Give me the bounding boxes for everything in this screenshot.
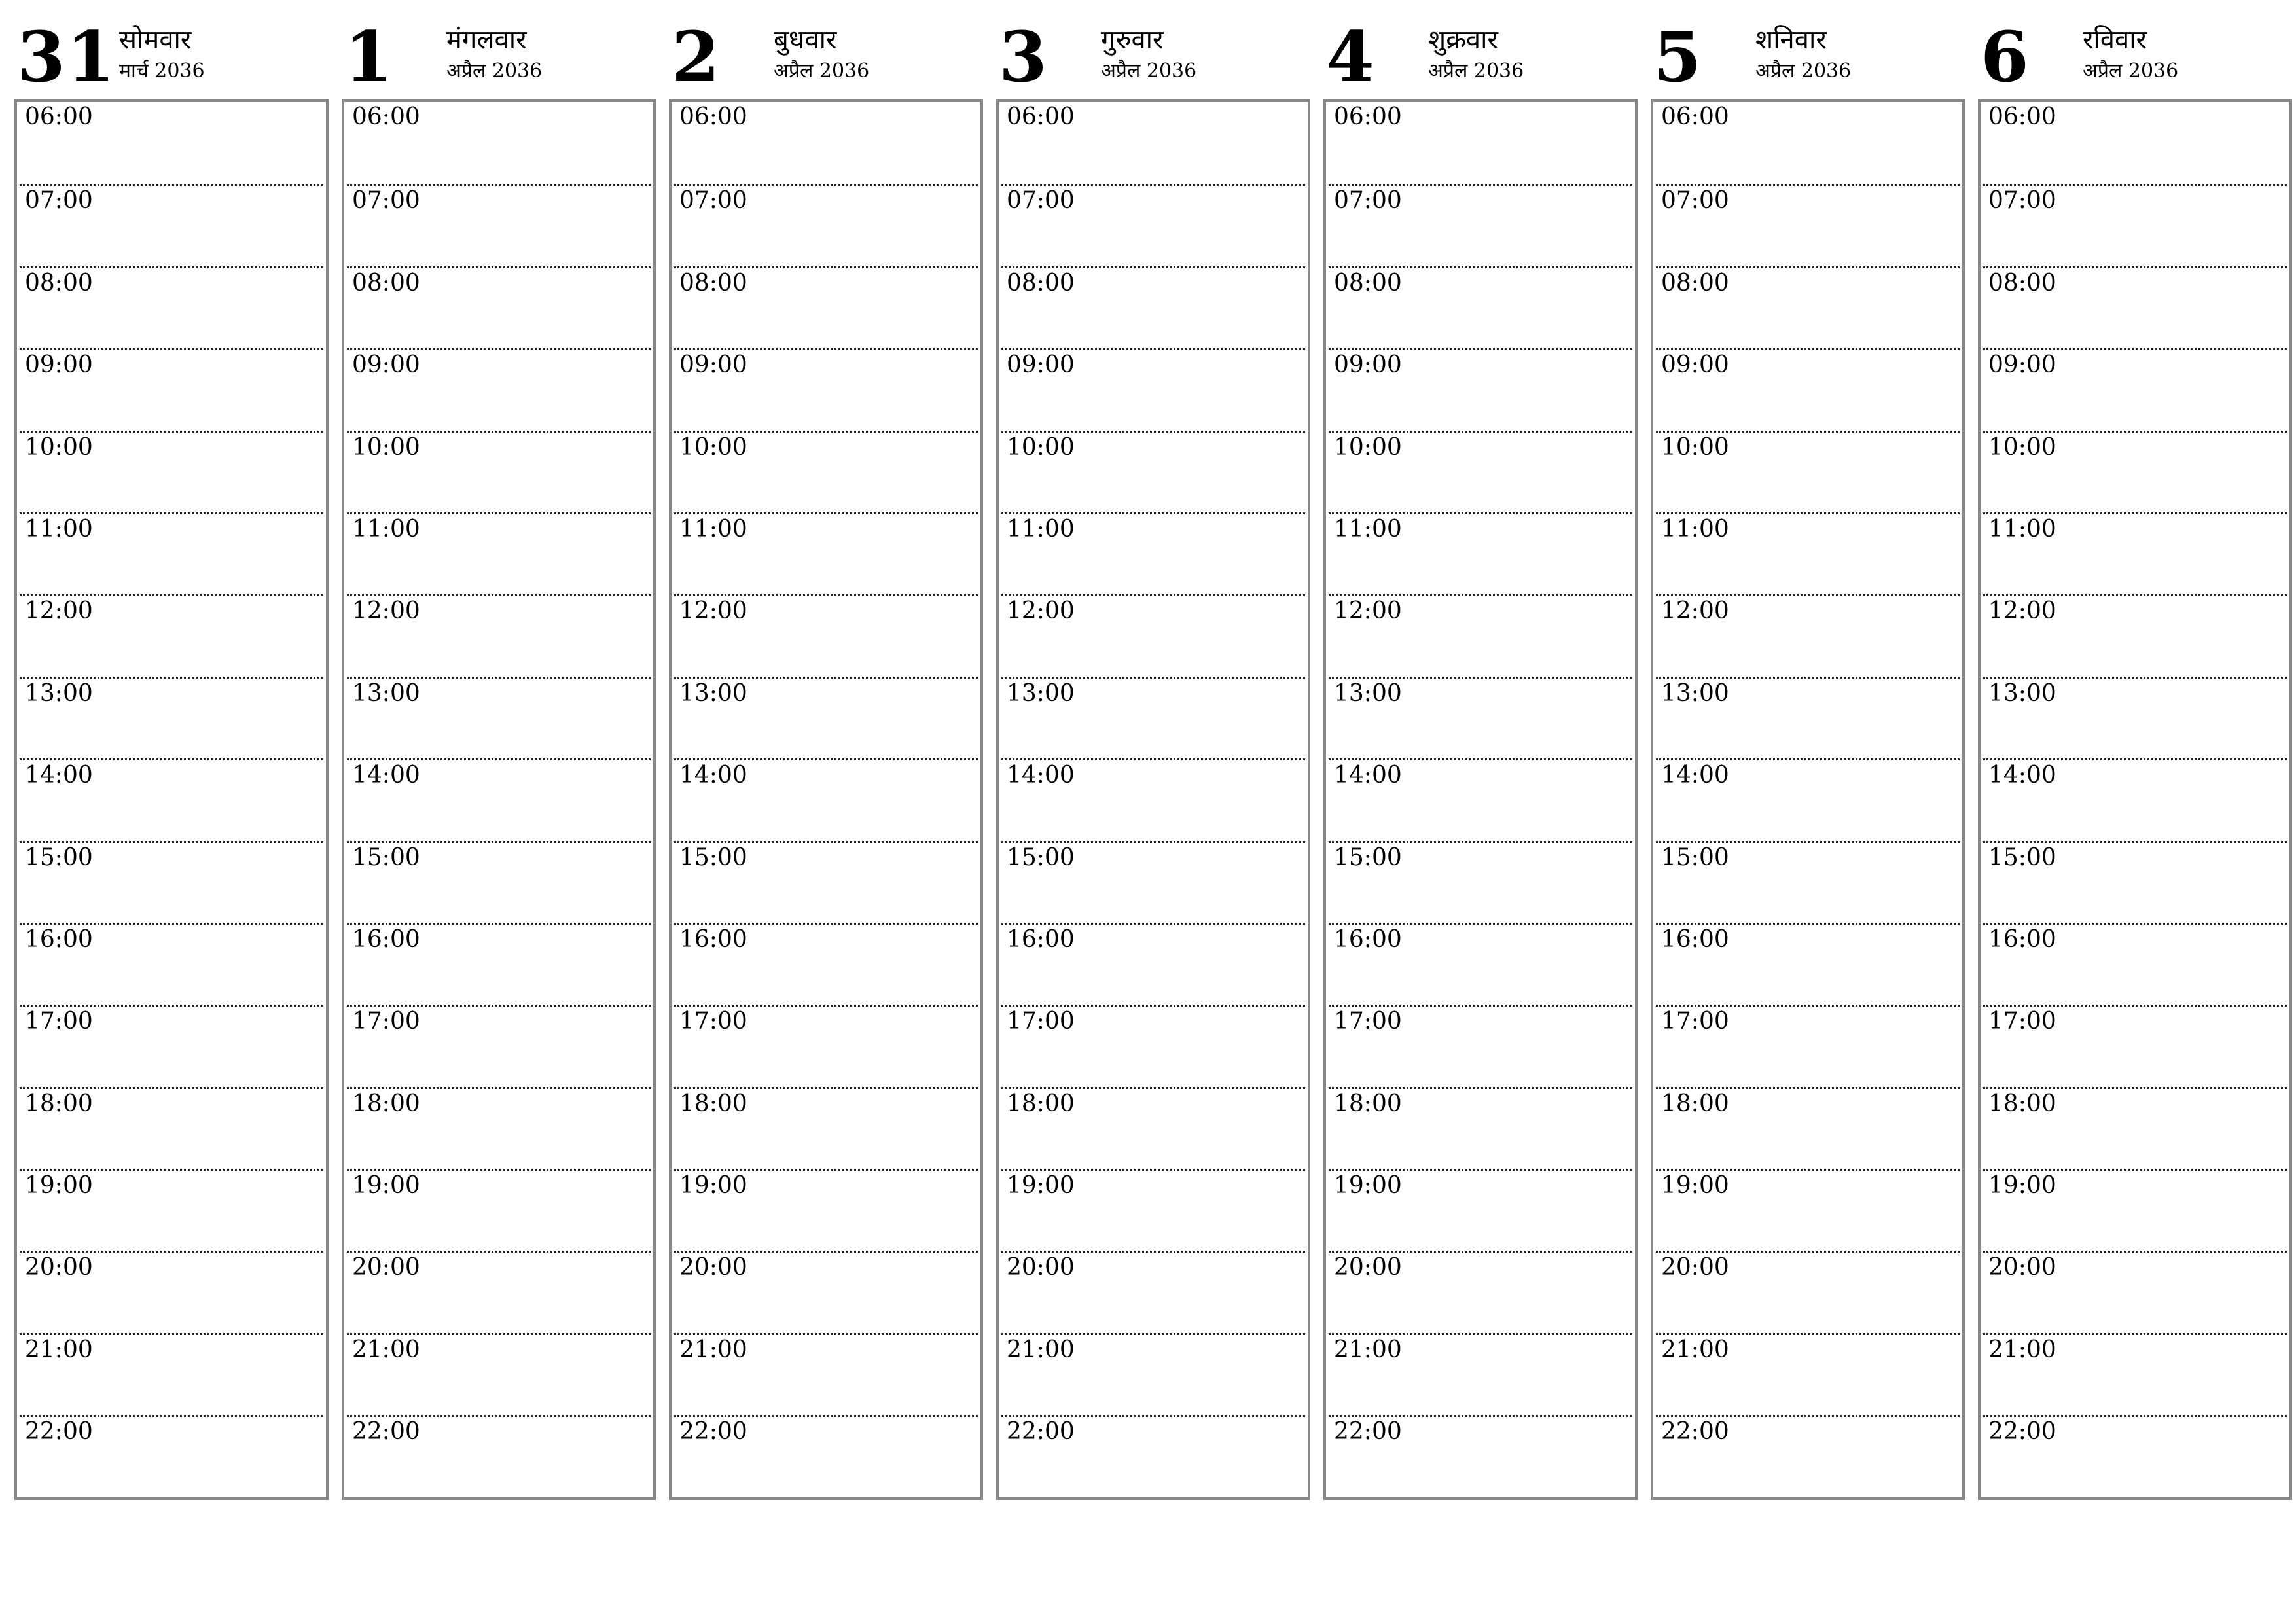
time-label: 13:00 (1334, 679, 1402, 707)
time-label: 13:00 (25, 679, 93, 707)
time-label: 15:00 (1007, 844, 1075, 871)
time-slot[interactable] (1656, 348, 1960, 430)
day-column (996, 14, 1310, 1500)
time-label: 16:00 (1007, 925, 1075, 953)
time-slot[interactable] (1983, 1415, 2287, 1497)
time-label: 12:00 (679, 597, 747, 625)
time-label: 10:00 (1334, 433, 1402, 461)
time-slot[interactable] (347, 1333, 651, 1415)
time-slot[interactable] (1329, 1169, 1632, 1251)
time-label: 18:00 (1334, 1090, 1402, 1117)
time-label: 20:00 (1007, 1254, 1075, 1281)
time-slot[interactable] (1983, 1169, 2287, 1251)
time-label: 06:00 (679, 103, 747, 130)
time-label: 20:00 (1661, 1254, 1729, 1281)
month-year: मार्च 2036 (119, 60, 205, 82)
time-label: 07:00 (1988, 187, 2056, 215)
day-header (342, 14, 656, 99)
time-label: 08:00 (1334, 269, 1402, 296)
time-label: 19:00 (25, 1172, 93, 1200)
time-label: 20:00 (25, 1254, 93, 1281)
time-slot[interactable] (347, 923, 651, 1005)
time-slot[interactable] (1329, 431, 1632, 512)
time-label: 19:00 (679, 1172, 747, 1200)
time-slot[interactable] (674, 266, 978, 348)
time-slot[interactable] (20, 266, 323, 348)
time-slot[interactable] (674, 594, 978, 676)
time-slot[interactable] (1983, 431, 2287, 512)
time-slot[interactable] (674, 1005, 978, 1086)
time-slot[interactable] (1329, 1087, 1632, 1169)
time-label: 10:00 (679, 433, 747, 461)
time-label: 10:00 (1988, 433, 2056, 461)
day-column (1651, 14, 1965, 1500)
time-slot[interactable] (1001, 266, 1305, 348)
time-slot[interactable] (1329, 594, 1632, 676)
time-slot[interactable] (1656, 431, 1960, 512)
time-slot[interactable] (1001, 1087, 1305, 1169)
time-label: 22:00 (1007, 1418, 1075, 1446)
time-slot[interactable] (1983, 512, 2287, 594)
time-slot[interactable] (1001, 841, 1305, 923)
time-slot[interactable] (1001, 1251, 1305, 1332)
time-slot[interactable] (1001, 431, 1305, 512)
time-slot[interactable] (347, 758, 651, 840)
day-column (342, 14, 656, 1500)
time-label: 06:00 (1007, 103, 1075, 130)
day-column (14, 14, 329, 1500)
time-label: 17:00 (1988, 1008, 2056, 1035)
time-slot[interactable] (20, 512, 323, 594)
time-slot[interactable] (674, 923, 978, 1005)
time-slot[interactable] (347, 677, 651, 758)
time-label: 22:00 (1988, 1418, 2056, 1446)
time-label: 10:00 (25, 433, 93, 461)
time-label: 15:00 (1661, 844, 1729, 871)
day-schedule-box (1323, 99, 1638, 1500)
time-label: 18:00 (352, 1090, 420, 1117)
time-slot[interactable] (1329, 102, 1632, 184)
time-label: 07:00 (1007, 187, 1075, 215)
weekday-name: मंगलवार (446, 25, 527, 55)
time-label: 12:00 (352, 597, 420, 625)
time-slot[interactable] (674, 184, 978, 266)
time-label: 22:00 (352, 1418, 420, 1446)
time-slot[interactable] (20, 841, 323, 923)
time-label: 06:00 (352, 103, 420, 130)
time-label: 12:00 (1007, 597, 1075, 625)
time-label: 20:00 (352, 1254, 420, 1281)
time-slot[interactable] (1983, 1087, 2287, 1169)
time-label: 13:00 (352, 679, 420, 707)
time-slot[interactable] (1001, 1169, 1305, 1251)
time-label: 21:00 (25, 1336, 93, 1363)
time-label: 17:00 (1334, 1008, 1402, 1035)
time-label: 17:00 (679, 1008, 747, 1035)
time-slot[interactable] (1656, 677, 1960, 758)
time-label: 13:00 (1661, 679, 1729, 707)
time-label: 14:00 (1007, 762, 1075, 789)
time-slot[interactable] (1983, 841, 2287, 923)
day-column (1978, 14, 2292, 1500)
day-header (1651, 14, 1965, 99)
time-label: 12:00 (1988, 597, 2056, 625)
time-label: 14:00 (1334, 762, 1402, 789)
time-label: 16:00 (352, 925, 420, 953)
time-label: 18:00 (1661, 1090, 1729, 1117)
time-slot[interactable] (1983, 923, 2287, 1005)
time-slot[interactable] (20, 1169, 323, 1251)
time-slot[interactable] (347, 1415, 651, 1497)
time-label: 21:00 (352, 1336, 420, 1363)
time-label: 08:00 (352, 269, 420, 296)
day-number: 3 (999, 16, 1049, 98)
time-label: 22:00 (1334, 1418, 1402, 1446)
time-slot[interactable] (1656, 1087, 1960, 1169)
weekday-name: शनिवार (1755, 25, 1827, 55)
time-label: 21:00 (1007, 1336, 1075, 1363)
time-label: 16:00 (25, 925, 93, 953)
time-slot[interactable] (1001, 102, 1305, 184)
day-header (996, 14, 1310, 99)
time-slot[interactable] (20, 923, 323, 1005)
time-label: 15:00 (679, 844, 747, 871)
day-number: 5 (1653, 16, 1703, 98)
time-label: 19:00 (352, 1172, 420, 1200)
time-slot[interactable] (1656, 594, 1960, 676)
time-slot[interactable] (20, 184, 323, 266)
time-slot[interactable] (1656, 102, 1960, 184)
time-label: 18:00 (25, 1090, 93, 1117)
day-header (1978, 14, 2292, 99)
time-slot[interactable] (1329, 1005, 1632, 1086)
time-label: 07:00 (352, 187, 420, 215)
day-column (1323, 14, 1638, 1500)
time-slot[interactable] (347, 841, 651, 923)
time-label: 16:00 (1988, 925, 2056, 953)
time-label: 11:00 (25, 515, 93, 543)
time-label: 17:00 (352, 1008, 420, 1035)
time-label: 09:00 (1988, 351, 2056, 379)
time-slot[interactable] (674, 1415, 978, 1497)
time-label: 17:00 (1007, 1008, 1075, 1035)
time-slot[interactable] (1001, 1005, 1305, 1086)
time-label: 14:00 (352, 762, 420, 789)
time-label: 21:00 (1988, 1336, 2056, 1363)
time-slot[interactable] (1329, 677, 1632, 758)
time-label: 09:00 (1007, 351, 1075, 379)
time-slot[interactable] (1656, 841, 1960, 923)
time-label: 15:00 (1334, 844, 1402, 871)
time-slot[interactable] (347, 102, 651, 184)
time-slot[interactable] (1656, 1169, 1960, 1251)
day-schedule-box (1978, 99, 2292, 1500)
time-slot[interactable] (347, 594, 651, 676)
day-schedule-box (669, 99, 983, 1500)
time-slot[interactable] (1001, 677, 1305, 758)
time-label: 11:00 (352, 515, 420, 543)
time-slot[interactable] (1329, 266, 1632, 348)
time-slot[interactable] (1656, 512, 1960, 594)
time-slot[interactable] (1656, 1415, 1960, 1497)
time-label: 08:00 (1007, 269, 1075, 296)
time-slot[interactable] (1983, 1005, 2287, 1086)
time-slot[interactable] (1656, 184, 1960, 266)
time-slot[interactable] (20, 677, 323, 758)
time-slot[interactable] (347, 184, 651, 266)
time-label: 08:00 (1661, 269, 1729, 296)
time-label: 14:00 (1661, 762, 1729, 789)
time-label: 19:00 (1988, 1172, 2056, 1200)
time-label: 15:00 (352, 844, 420, 871)
time-slot[interactable] (674, 102, 978, 184)
time-label: 09:00 (1334, 351, 1402, 379)
time-label: 06:00 (1988, 103, 2056, 130)
time-slot[interactable] (20, 1087, 323, 1169)
time-label: 12:00 (25, 597, 93, 625)
time-slot[interactable] (347, 1005, 651, 1086)
weekday-name: शुक्रवार (1428, 25, 1498, 55)
month-year: अप्रैल 2036 (1755, 60, 1852, 82)
weekday-name: बुधवार (774, 25, 837, 55)
time-label: 08:00 (679, 269, 747, 296)
time-label: 19:00 (1661, 1172, 1729, 1200)
time-label: 16:00 (1661, 925, 1729, 953)
day-column (669, 14, 983, 1500)
time-slot[interactable] (1329, 512, 1632, 594)
time-slot[interactable] (1983, 102, 2287, 184)
day-number: 4 (1326, 16, 1376, 98)
time-label: 19:00 (1334, 1172, 1402, 1200)
day-header (14, 14, 329, 99)
time-label: 19:00 (1007, 1172, 1075, 1200)
time-slot[interactable] (1001, 512, 1305, 594)
time-label: 09:00 (25, 351, 93, 379)
time-label: 07:00 (1661, 187, 1729, 215)
time-label: 15:00 (1988, 844, 2056, 871)
time-slot[interactable] (674, 758, 978, 840)
time-slot[interactable] (1983, 184, 2287, 266)
month-year: अप्रैल 2036 (446, 60, 543, 82)
time-slot[interactable] (674, 1251, 978, 1332)
time-slot[interactable] (1329, 758, 1632, 840)
time-label: 22:00 (1661, 1418, 1729, 1446)
time-label: 14:00 (1988, 762, 2056, 789)
time-label: 16:00 (679, 925, 747, 953)
time-label: 22:00 (25, 1418, 93, 1446)
time-slot[interactable] (1983, 677, 2287, 758)
time-slot[interactable] (1656, 758, 1960, 840)
time-slot[interactable] (347, 348, 651, 430)
time-slot[interactable] (1329, 1333, 1632, 1415)
time-label: 17:00 (1661, 1008, 1729, 1035)
time-slot[interactable] (347, 1087, 651, 1169)
month-year: अप्रैल 2036 (1101, 60, 1197, 82)
weekly-planner (14, 14, 2286, 1500)
time-slot[interactable] (1001, 923, 1305, 1005)
time-label: 16:00 (1334, 925, 1402, 953)
time-slot[interactable] (674, 512, 978, 594)
time-label: 20:00 (679, 1254, 747, 1281)
time-slot[interactable] (1329, 1415, 1632, 1497)
time-slot[interactable] (1983, 1333, 2287, 1415)
time-slot[interactable] (1329, 348, 1632, 430)
time-slot[interactable] (1329, 923, 1632, 1005)
time-slot[interactable] (1329, 1251, 1632, 1332)
time-label: 09:00 (352, 351, 420, 379)
time-slot[interactable] (20, 758, 323, 840)
time-slot[interactable] (1656, 1251, 1960, 1332)
time-slot[interactable] (347, 1169, 651, 1251)
time-label: 13:00 (1988, 679, 2056, 707)
time-label: 09:00 (1661, 351, 1729, 379)
time-slot[interactable] (347, 266, 651, 348)
time-label: 08:00 (25, 269, 93, 296)
time-slot[interactable] (674, 841, 978, 923)
time-slot[interactable] (347, 512, 651, 594)
time-slot[interactable] (1656, 266, 1960, 348)
time-slot[interactable] (1656, 1005, 1960, 1086)
time-label: 11:00 (1007, 515, 1075, 543)
time-label: 10:00 (352, 433, 420, 461)
day-number: 31 (17, 16, 117, 98)
day-schedule-box (996, 99, 1310, 1500)
time-slot[interactable] (20, 1333, 323, 1415)
time-label: 18:00 (1007, 1090, 1075, 1117)
day-number: 6 (1981, 16, 2030, 98)
weekday-name: रविवार (2083, 25, 2147, 55)
time-slot[interactable] (674, 677, 978, 758)
time-label: 11:00 (1334, 515, 1402, 543)
time-label: 21:00 (679, 1336, 747, 1363)
weekday-name: सोमवार (119, 25, 192, 55)
month-year: अप्रैल 2036 (774, 60, 870, 82)
time-label: 15:00 (25, 844, 93, 871)
time-slot[interactable] (1656, 923, 1960, 1005)
time-label: 13:00 (1007, 679, 1075, 707)
time-slot[interactable] (1983, 594, 2287, 676)
time-label: 11:00 (1661, 515, 1729, 543)
time-slot[interactable] (20, 594, 323, 676)
time-slot[interactable] (20, 1251, 323, 1332)
time-label: 11:00 (1988, 515, 2056, 543)
time-label: 06:00 (1334, 103, 1402, 130)
time-label: 07:00 (679, 187, 747, 215)
time-label: 21:00 (1661, 1336, 1729, 1363)
time-slot[interactable] (1983, 348, 2287, 430)
time-label: 06:00 (1661, 103, 1729, 130)
time-label: 10:00 (1661, 433, 1729, 461)
weekday-name: गुरुवार (1101, 25, 1164, 55)
time-label: 12:00 (1661, 597, 1729, 625)
day-schedule-box (1651, 99, 1965, 1500)
day-schedule-box (14, 99, 329, 1500)
time-slot[interactable] (674, 1169, 978, 1251)
time-slot[interactable] (1001, 594, 1305, 676)
time-slot[interactable] (1983, 1251, 2287, 1332)
time-slot[interactable] (1001, 758, 1305, 840)
time-slot[interactable] (1001, 1415, 1305, 1497)
time-slot[interactable] (1001, 348, 1305, 430)
time-label: 09:00 (679, 351, 747, 379)
time-label: 14:00 (679, 762, 747, 789)
month-year: अप्रैल 2036 (1428, 60, 1524, 82)
time-label: 06:00 (25, 103, 93, 130)
time-slot[interactable] (1001, 184, 1305, 266)
time-slot[interactable] (674, 1087, 978, 1169)
day-schedule-box (342, 99, 656, 1500)
day-header (1323, 14, 1638, 99)
time-label: 18:00 (1988, 1090, 2056, 1117)
time-slot[interactable] (20, 348, 323, 430)
month-year: अप्रैल 2036 (2083, 60, 2179, 82)
time-slot[interactable] (1329, 841, 1632, 923)
time-slot[interactable] (674, 348, 978, 430)
time-label: 17:00 (25, 1008, 93, 1035)
time-slot[interactable] (1001, 1333, 1305, 1415)
time-slot[interactable] (674, 1333, 978, 1415)
time-slot[interactable] (674, 431, 978, 512)
time-label: 07:00 (25, 187, 93, 215)
time-label: 07:00 (1334, 187, 1402, 215)
time-label: 10:00 (1007, 433, 1075, 461)
time-slot[interactable] (20, 431, 323, 512)
time-slot[interactable] (1656, 1333, 1960, 1415)
time-label: 12:00 (1334, 597, 1402, 625)
time-slot[interactable] (347, 1251, 651, 1332)
time-label: 20:00 (1334, 1254, 1402, 1281)
time-label: 21:00 (1334, 1336, 1402, 1363)
time-label: 20:00 (1988, 1254, 2056, 1281)
time-slot[interactable] (20, 1415, 323, 1497)
day-number: 1 (344, 16, 394, 98)
time-label: 13:00 (679, 679, 747, 707)
day-header (669, 14, 983, 99)
time-slot[interactable] (1983, 758, 2287, 840)
time-label: 22:00 (679, 1418, 747, 1446)
time-slot[interactable] (347, 431, 651, 512)
time-slot[interactable] (20, 1005, 323, 1086)
time-slot[interactable] (1983, 266, 2287, 348)
time-label: 11:00 (679, 515, 747, 543)
time-slot[interactable] (1329, 184, 1632, 266)
time-slot[interactable] (20, 102, 323, 184)
time-label: 14:00 (25, 762, 93, 789)
time-label: 08:00 (1988, 269, 2056, 296)
day-number: 2 (672, 16, 721, 98)
time-label: 18:00 (679, 1090, 747, 1117)
